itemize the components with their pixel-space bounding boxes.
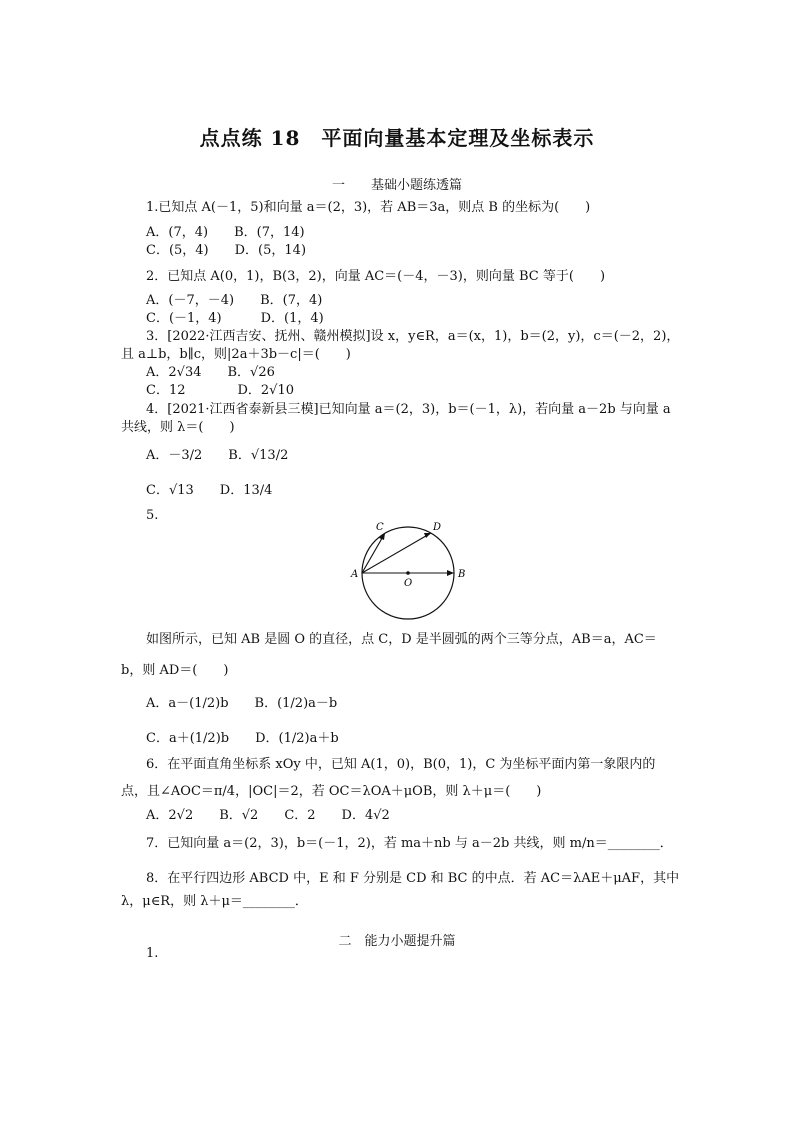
question-7: 7．已知向量 a＝(2，3)，b＝(－1，2)，若 ma＋nb 与 a－2b 共线，则 m/n＝________．: [146, 836, 673, 851]
q2-options-ab: A．(－7，－4) B．(7，4): [146, 293, 323, 308]
advanced-question-1: 1.: [146, 946, 159, 961]
label-a: A: [351, 569, 359, 580]
question-3: 3．[2022·江西吉安、抚州、赣州模拟]设 x，y∈R，a＝(x，1)，b＝(2，y)，c＝(－2，2)，: [146, 329, 680, 344]
q3-options-ab: A．2√34 B．√26: [146, 365, 275, 380]
question-5: 如图所示，已知 AB 是圆 O 的直径，点 C，D 是半圆弧的两个三等分点，AB＝a，AC＝: [146, 632, 657, 647]
q4-options-cd: C．√13 D．13/4: [146, 483, 273, 498]
q3-options-cd: C．12 D．2√10: [146, 383, 295, 398]
question-2: 2．已知点 A(0，1)，B(3，2)，向量 AC＝(－4，－3)，则向量 BC 等于( ): [146, 269, 606, 284]
q1-options-ab: A．(7，4) B．(7，14): [146, 225, 305, 240]
question-5-number: 5.: [146, 508, 159, 523]
q5-options-cd: C．a＋(1/2)b D．(1/2)a＋b: [146, 731, 339, 746]
q5-options-ab: A．a－(1/2)b B．(1/2)a－b: [146, 696, 338, 711]
page-title: 点点练 18 平面向量基本定理及坐标表示: [199, 126, 595, 150]
label-c: C: [376, 522, 384, 533]
question-5-cont: b，则 AD＝( ): [121, 663, 229, 678]
section-heading-advanced: 二 能力小题提升篇: [338, 934, 456, 949]
question-4: 4．[2021·江西省泰新县三模]已知向量 a＝(2，3)，b＝(－1，λ)，若向量 a－2b 与向量 a: [146, 402, 671, 417]
q6-options: A．2√2 B．√2 C．2 D．4√2: [146, 808, 390, 823]
question-3-cont: 且 a⊥b，b∥c，则|2a＋3b－c|＝( ): [121, 347, 351, 362]
label-b: B: [458, 569, 466, 580]
question-4-cont: 共线，则 λ＝( ): [121, 420, 235, 435]
q4-options-ab: A．－3/2 B．√13/2: [146, 448, 289, 463]
label-o: O: [404, 578, 413, 589]
question-8: 8．在平行四边形 ABCD 中，E 和 F 分别是 CD 和 BC 的中点．若 AC＝λAE＋μAF，其中: [146, 871, 680, 886]
question-8-cont: λ，μ∈R，则 λ＋μ＝________．: [121, 894, 308, 909]
section-heading-basic: 一 基础小题练透篇: [331, 178, 462, 193]
question-1: 1.已知点 A(－1，5)和向量 a＝(2，3)，若 AB＝3a，则点 B 的坐标为( ): [146, 200, 591, 215]
label-d: D: [433, 522, 442, 533]
question-6-cont: 点，且∠AOC＝π/4，|OC|＝2，若 OC＝λOA＋μOB，则 λ＋μ＝( ): [121, 784, 542, 799]
q1-options-cd: C．(5，4) D．(5，14): [146, 243, 307, 258]
question-6: 6．在平面直角坐标系 xOy 中，已知 A(1，0)，B(0，1)，C 为坐标平面内第一象限内的: [146, 757, 656, 772]
q2-options-cd: C．(－1，4) D．(1，4): [146, 311, 324, 326]
circle-diagram: [340, 518, 470, 623]
